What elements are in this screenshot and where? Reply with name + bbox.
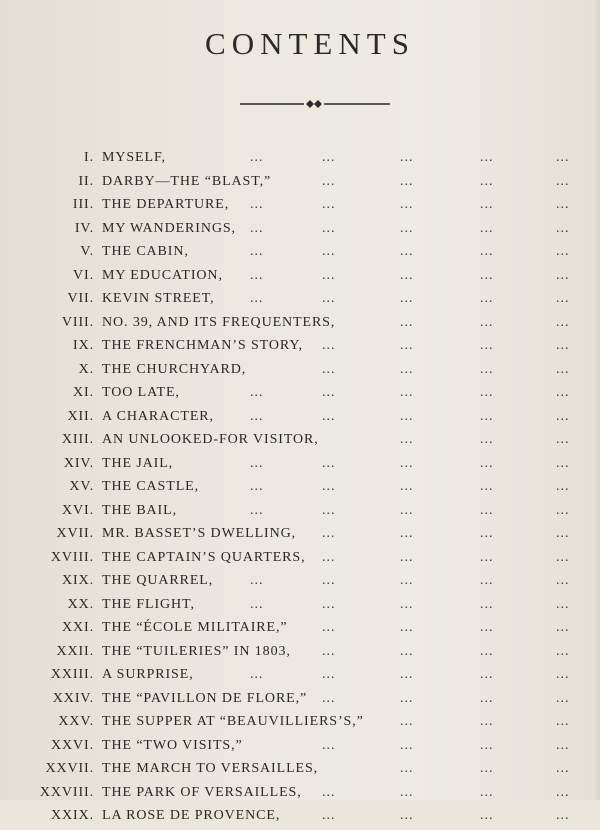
page-edge bbox=[592, 0, 600, 800]
leader-dots: ... bbox=[322, 220, 336, 236]
leader-dots: ... bbox=[400, 573, 414, 588]
toc-entry bbox=[0, 620, 600, 642]
toc-entry bbox=[0, 338, 600, 360]
toc-entry bbox=[0, 503, 600, 525]
chapter-title: DARBY—THE “BLAST,” bbox=[102, 173, 272, 189]
leader-dots: ... bbox=[322, 573, 336, 588]
leader-dots: ... bbox=[400, 150, 414, 165]
leader-dots: ... bbox=[400, 479, 414, 494]
dot-leaders bbox=[0, 315, 600, 337]
leader-dots: ... bbox=[322, 479, 336, 494]
leader-dots: ... bbox=[322, 150, 336, 165]
leader-dots: ... bbox=[250, 197, 264, 212]
leader-dots: ... bbox=[250, 479, 264, 494]
chapter-number: XXII. bbox=[56, 643, 94, 659]
dot-leaders bbox=[0, 479, 600, 501]
leader-dots: ... bbox=[556, 502, 570, 518]
leader-dots: ... bbox=[322, 291, 336, 306]
chapter-title: TOO LATE, bbox=[102, 385, 180, 400]
dot-leaders bbox=[0, 244, 600, 266]
chapter-number: XXIX. bbox=[51, 808, 94, 823]
chapter-number: XXVIII. bbox=[39, 784, 94, 800]
chapter-number: III. bbox=[72, 197, 94, 212]
leader-dots: ... bbox=[556, 455, 570, 471]
leader-dots: ... bbox=[322, 549, 336, 565]
chapter-number: XX. bbox=[67, 596, 94, 612]
leader-dots: ... bbox=[400, 596, 414, 612]
leader-dots: ... bbox=[480, 737, 494, 753]
toc-entry bbox=[0, 244, 600, 266]
leader-dots: ... bbox=[250, 220, 264, 236]
leader-dots: ... bbox=[400, 502, 414, 518]
leader-dots: ... bbox=[480, 667, 494, 682]
leader-dots: ... bbox=[556, 549, 570, 565]
leader-dots: ... bbox=[480, 714, 494, 729]
leader-dots: ... bbox=[322, 526, 336, 541]
leader-dots: ... bbox=[322, 620, 336, 635]
toc-entry bbox=[0, 761, 600, 783]
leader-dots: ... bbox=[400, 455, 414, 471]
chapter-number: VI. bbox=[73, 267, 94, 283]
leader-dots: ... bbox=[556, 596, 570, 612]
toc-entry bbox=[0, 150, 600, 172]
leader-dots: ... bbox=[322, 643, 336, 659]
leader-dots: ... bbox=[322, 784, 336, 800]
chapter-title: A SURPRISE, bbox=[102, 667, 194, 682]
dot-leaders bbox=[0, 174, 600, 196]
chapter-number: VIII. bbox=[61, 314, 94, 330]
leader-dots: ... bbox=[480, 361, 494, 377]
chapter-number: XV. bbox=[69, 479, 94, 494]
leader-dots: ... bbox=[400, 408, 414, 424]
chapter-number: X. bbox=[78, 361, 94, 377]
leader-dots: ... bbox=[250, 385, 264, 400]
dot-leaders bbox=[0, 644, 600, 666]
leader-dots: ... bbox=[480, 432, 494, 447]
chapter-title: THE “TWO VISITS,” bbox=[102, 737, 243, 753]
leader-dots: ... bbox=[400, 432, 414, 447]
chapter-title: THE “PAVILLON DE FLORE,” bbox=[102, 690, 308, 706]
chapter-title: THE QUARREL, bbox=[102, 573, 214, 588]
toc-entry bbox=[0, 691, 600, 713]
leader-dots: ... bbox=[556, 291, 570, 306]
chapter-title: THE DEPARTURE, bbox=[102, 197, 230, 212]
leader-dots: ... bbox=[400, 737, 414, 753]
leader-dots: ... bbox=[556, 314, 570, 330]
toc-entry bbox=[0, 738, 600, 760]
toc-entry bbox=[0, 432, 600, 454]
leader-dots: ... bbox=[480, 620, 494, 635]
dot-leaders bbox=[0, 526, 600, 548]
page-title: CONTENTS bbox=[205, 26, 415, 61]
chapter-title: MY WANDERINGS, bbox=[102, 220, 236, 236]
leader-dots: ... bbox=[556, 620, 570, 635]
leader-dots: ... bbox=[480, 197, 494, 212]
chapter-title: MY EDUCATION, bbox=[102, 267, 223, 283]
leader-dots: ... bbox=[480, 549, 494, 565]
dot-leaders bbox=[0, 409, 600, 431]
dot-leaders bbox=[0, 291, 600, 313]
leader-dots: ... bbox=[400, 314, 414, 330]
dot-leaders bbox=[0, 620, 600, 642]
chapter-title: THE JAIL, bbox=[102, 455, 174, 471]
chapter-number: XXVII. bbox=[45, 761, 94, 776]
leader-dots: ... bbox=[556, 385, 570, 400]
leader-dots: ... bbox=[480, 596, 494, 612]
leader-dots: ... bbox=[250, 502, 264, 518]
leader-dots: ... bbox=[480, 385, 494, 400]
dot-leaders bbox=[0, 691, 600, 713]
toc-entry bbox=[0, 385, 600, 407]
leader-dots: ... bbox=[400, 549, 414, 565]
chapter-title: THE CHURCHYARD, bbox=[102, 361, 247, 377]
leader-dots: ... bbox=[250, 667, 264, 682]
dot-leaders bbox=[0, 338, 600, 360]
chapter-number: XIX. bbox=[62, 573, 94, 588]
leader-dots: ... bbox=[480, 291, 494, 306]
leader-dots: ... bbox=[400, 244, 414, 259]
leader-dots: ... bbox=[322, 361, 336, 377]
leader-dots: ... bbox=[250, 150, 264, 165]
toc-entry bbox=[0, 479, 600, 501]
leader-dots: ... bbox=[480, 479, 494, 494]
leader-dots: ... bbox=[480, 573, 494, 588]
dot-leaders bbox=[0, 761, 600, 783]
chapter-number: XVIII. bbox=[50, 549, 94, 565]
chapter-title: THE BAIL, bbox=[102, 502, 177, 518]
leader-dots: ... bbox=[556, 737, 570, 753]
leader-dots: ... bbox=[556, 479, 570, 494]
leader-dots: ... bbox=[556, 808, 570, 823]
chapter-number: XXIII. bbox=[50, 667, 94, 682]
leader-dots: ... bbox=[250, 291, 264, 306]
leader-dots: ... bbox=[556, 667, 570, 682]
leader-dots: ... bbox=[400, 620, 414, 635]
dot-leaders bbox=[0, 268, 600, 290]
leader-dots: ... bbox=[556, 408, 570, 424]
toc-entry bbox=[0, 644, 600, 666]
leader-dots: ... bbox=[400, 385, 414, 400]
chapter-number: IV. bbox=[74, 220, 94, 236]
leader-dots: ... bbox=[250, 267, 264, 283]
chapter-number: V. bbox=[80, 244, 94, 259]
leader-dots: ... bbox=[322, 502, 336, 518]
leader-dots: ... bbox=[400, 197, 414, 212]
leader-dots: ... bbox=[556, 761, 570, 776]
toc-entry bbox=[0, 174, 600, 196]
leader-dots: ... bbox=[400, 173, 414, 189]
toc-entry bbox=[0, 808, 600, 830]
dot-leaders bbox=[0, 385, 600, 407]
chapter-title: THE MARCH TO VERSAILLES, bbox=[102, 761, 319, 776]
leader-dots: ... bbox=[480, 761, 494, 776]
toc-entry bbox=[0, 550, 600, 572]
leader-dots: ... bbox=[322, 338, 336, 353]
leader-dots: ... bbox=[322, 808, 336, 823]
leader-dots: ... bbox=[400, 761, 414, 776]
chapter-number: I. bbox=[84, 150, 94, 165]
leader-dots: ... bbox=[556, 526, 570, 541]
leader-dots: ... bbox=[322, 267, 336, 283]
dot-leaders bbox=[0, 738, 600, 760]
leader-dots: ... bbox=[400, 291, 414, 306]
chapter-number: XII. bbox=[67, 408, 94, 424]
leader-dots: ... bbox=[480, 150, 494, 165]
dot-leaders bbox=[0, 573, 600, 595]
toc-entry bbox=[0, 362, 600, 384]
leader-dots: ... bbox=[480, 173, 494, 189]
chapter-title: THE PARK OF VERSAILLES, bbox=[102, 784, 302, 800]
chapter-number: IX. bbox=[73, 338, 94, 353]
chapter-title: A CHARACTER, bbox=[102, 408, 214, 424]
leader-dots: ... bbox=[556, 432, 570, 447]
chapter-number: XXI. bbox=[62, 620, 94, 635]
dot-leaders bbox=[0, 667, 600, 689]
leader-dots: ... bbox=[400, 690, 414, 706]
leader-dots: ... bbox=[556, 573, 570, 588]
leader-dots: ... bbox=[480, 784, 494, 800]
dot-leaders bbox=[0, 597, 600, 619]
leader-dots: ... bbox=[400, 784, 414, 800]
chapter-title: AN UNLOOKED-FOR VISITOR, bbox=[102, 432, 319, 447]
leader-dots: ... bbox=[480, 244, 494, 259]
toc-entry bbox=[0, 268, 600, 290]
chapter-title: THE FRENCHMAN’S STORY, bbox=[102, 338, 303, 353]
leader-dots: ... bbox=[322, 737, 336, 753]
chapter-title: MR. BASSET’S DWELLING, bbox=[102, 526, 297, 541]
toc-entry bbox=[0, 409, 600, 431]
toc-entry bbox=[0, 315, 600, 337]
leader-dots: ... bbox=[480, 408, 494, 424]
leader-dots: ... bbox=[250, 573, 264, 588]
leader-dots: ... bbox=[322, 596, 336, 612]
chapter-title: THE CAPTAIN’S QUARTERS, bbox=[102, 549, 306, 565]
dot-leaders bbox=[0, 785, 600, 807]
chapter-title: MYSELF, bbox=[102, 150, 166, 165]
toc-entry bbox=[0, 291, 600, 313]
leader-dots: ... bbox=[250, 455, 264, 471]
chapter-number: XI. bbox=[73, 385, 94, 400]
chapter-title: THE FLIGHT, bbox=[102, 596, 195, 612]
chapter-number: VII. bbox=[67, 291, 94, 306]
leader-dots: ... bbox=[480, 526, 494, 541]
leader-dots: ... bbox=[400, 338, 414, 353]
toc-entry bbox=[0, 526, 600, 548]
leader-dots: ... bbox=[480, 455, 494, 471]
chapter-title: LA ROSE DE PROVENCE, bbox=[102, 808, 281, 823]
chapter-number: II. bbox=[78, 173, 94, 189]
dot-leaders bbox=[0, 503, 600, 525]
dot-leaders bbox=[0, 550, 600, 572]
toc-entry bbox=[0, 573, 600, 595]
dot-leaders bbox=[0, 714, 600, 736]
leader-dots: ... bbox=[322, 385, 336, 400]
leader-dots: ... bbox=[400, 361, 414, 377]
chapter-number: XXIV. bbox=[52, 690, 94, 706]
leader-dots: ... bbox=[322, 197, 336, 212]
leader-dots: ... bbox=[556, 267, 570, 283]
chapter-number: XVI. bbox=[62, 502, 94, 518]
dot-leaders bbox=[0, 150, 600, 172]
chapter-number: XVII. bbox=[56, 526, 94, 541]
leader-dots: ... bbox=[556, 197, 570, 212]
chapter-title: THE “ÉCOLE MILITAIRE,” bbox=[102, 620, 288, 635]
leader-dots: ... bbox=[480, 220, 494, 236]
toc-entry bbox=[0, 197, 600, 219]
leader-dots: ... bbox=[480, 314, 494, 330]
leader-dots: ... bbox=[480, 808, 494, 823]
leader-dots: ... bbox=[322, 173, 336, 189]
leader-dots: ... bbox=[322, 455, 336, 471]
chapter-title: KEVIN STREET, bbox=[102, 291, 215, 306]
dot-leaders bbox=[0, 808, 600, 830]
leader-dots: ... bbox=[556, 244, 570, 259]
leader-dots: ... bbox=[480, 267, 494, 283]
dot-leaders bbox=[0, 197, 600, 219]
toc-entry bbox=[0, 597, 600, 619]
leader-dots: ... bbox=[556, 784, 570, 800]
dot-leaders bbox=[0, 456, 600, 478]
toc-entry bbox=[0, 667, 600, 689]
chapter-number: XXVI. bbox=[51, 737, 94, 753]
leader-dots: ... bbox=[250, 596, 264, 612]
leader-dots: ... bbox=[322, 667, 336, 682]
chapter-title: THE SUPPER AT “BEAUVILLIERS’S,” bbox=[102, 714, 364, 729]
leader-dots: ... bbox=[556, 643, 570, 659]
leader-dots: ... bbox=[322, 690, 336, 706]
leader-dots: ... bbox=[400, 643, 414, 659]
dot-leaders bbox=[0, 221, 600, 243]
leader-dots: ... bbox=[480, 643, 494, 659]
leader-dots: ... bbox=[400, 714, 414, 729]
leader-dots: ... bbox=[400, 808, 414, 823]
leader-dots: ... bbox=[400, 267, 414, 283]
chapter-title: THE CABIN, bbox=[102, 244, 189, 259]
chapter-number: XIV. bbox=[63, 455, 94, 471]
toc-entry bbox=[0, 221, 600, 243]
leader-dots: ... bbox=[480, 338, 494, 353]
leader-dots: ... bbox=[400, 220, 414, 236]
dot-leaders bbox=[0, 362, 600, 384]
leader-dots: ... bbox=[250, 408, 264, 424]
chapter-title: THE CASTLE, bbox=[102, 479, 200, 494]
leader-dots: ... bbox=[556, 338, 570, 353]
toc-entry bbox=[0, 456, 600, 478]
leader-dots: ... bbox=[556, 361, 570, 377]
toc-entry bbox=[0, 714, 600, 736]
chapter-number: XIII. bbox=[61, 432, 94, 447]
leader-dots: ... bbox=[250, 244, 264, 259]
toc-entry bbox=[0, 785, 600, 807]
leader-dots: ... bbox=[556, 220, 570, 236]
leader-dots: ... bbox=[400, 526, 414, 541]
leader-dots: ... bbox=[556, 690, 570, 706]
leader-dots: ... bbox=[480, 502, 494, 518]
dot-leaders bbox=[0, 432, 600, 454]
leader-dots: ... bbox=[480, 690, 494, 706]
chapter-title: THE “TUILERIES” IN 1803, bbox=[102, 643, 291, 659]
leader-dots: ... bbox=[322, 244, 336, 259]
leader-dots: ... bbox=[556, 150, 570, 165]
chapter-title: NO. 39, AND ITS FREQUENTERS, bbox=[102, 314, 336, 330]
leader-dots: ... bbox=[322, 408, 336, 424]
leader-dots: ... bbox=[400, 667, 414, 682]
leader-dots: ... bbox=[556, 714, 570, 729]
chapter-number: XXV. bbox=[58, 714, 94, 729]
leader-dots: ... bbox=[556, 173, 570, 189]
